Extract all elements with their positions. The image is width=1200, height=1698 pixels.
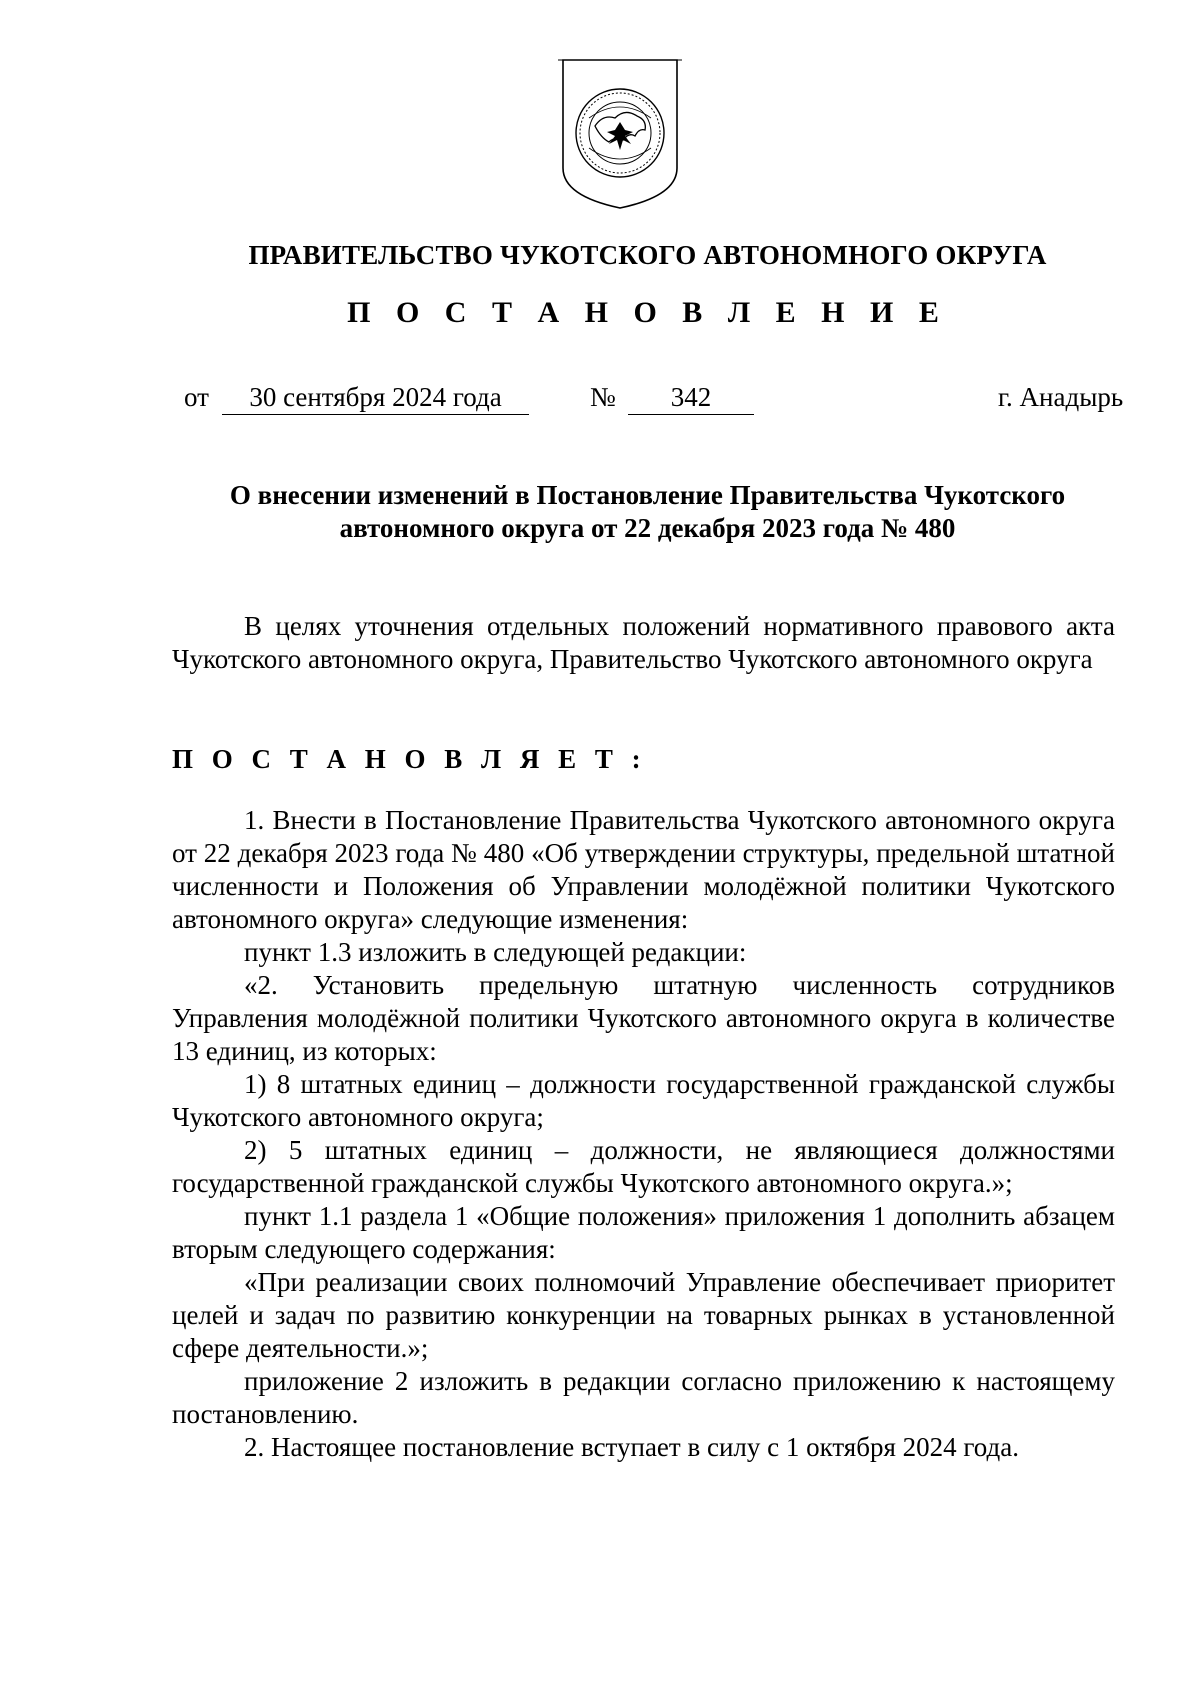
resolution-body: [172, 804, 1115, 1464]
paragraph-appendix-2: приложение 2 изложить в редакции согласно приложению к настоящему постановлению.: [172, 1366, 1115, 1429]
paragraph-1-3: пункт 1.3 изложить в следующей редакции:: [244, 937, 747, 967]
document-number: 342: [628, 380, 754, 415]
paragraph-item-2: 2) 5 штатных единиц – должности, не являющиеся должностями государственной гражданской службы Чукотского автономного округа.»;: [172, 1135, 1115, 1198]
date-prefix: от: [184, 382, 209, 412]
preamble-block: [172, 610, 1115, 676]
document-type: П О С Т А Н О В Л Е Н И Е: [347, 296, 948, 329]
preamble: В целях уточнения отдельных положений нормативного правового акта Чукотского автономного округа, Правительство Чукотского автономного округа: [172, 611, 1115, 674]
city: г. Анадырь: [998, 382, 1124, 412]
document-subject: [180, 479, 1115, 545]
paragraph-1-1: пункт 1.1 раздела 1 «Общие положения» приложения 1 дополнить абзацем вторым следующего содержания:: [172, 1201, 1115, 1264]
paragraph-quote-2: «2. Установить предельную штатную численность сотрудников Управления молодёжной политики Чукотского автономного округа в количестве 13 единиц, из которых:: [172, 970, 1115, 1066]
paragraph-item-1: 1) 8 штатных единиц – должности государственной гражданской службы Чукотского автономного округа;: [172, 1069, 1115, 1132]
coat-of-arms-icon: [555, 56, 685, 212]
subject-line-1: О внесении изменений в Постановление Правительства Чукотского: [229, 480, 1066, 510]
government-title: ПРАВИТЕЛЬСТВО ЧУКОТСКОГО АВТОНОМНОГО ОКРУГА: [248, 240, 1047, 270]
paragraph-1: 1. Внести в Постановление Правительства Чукотского автономного округа от 22 декабря 2023 года № 480 «Об утверждении структуры, предельной штатной численности и Положения об Управлении молодёжной политики Чукотского автономного округа» следующие изменения:: [172, 805, 1115, 934]
document-date: 30 сентября 2024 года: [222, 380, 529, 415]
subject-line-2: автономного округа от 22 декабря 2023 года № 480: [339, 513, 956, 543]
paragraph-2: 2. Настоящее постановление вступает в силу с 1 октября 2024 года.: [244, 1432, 1019, 1462]
paragraph-quote-competition: «При реализации своих полномочий Управление обеспечивает приоритет целей и задач по развитию конкуренции на товарных рынках в установленной сфере деятельности.»;: [172, 1267, 1115, 1363]
resolves-label: П О С Т А Н О В Л Я Е Т :: [172, 744, 647, 774]
number-prefix: №: [590, 382, 616, 412]
